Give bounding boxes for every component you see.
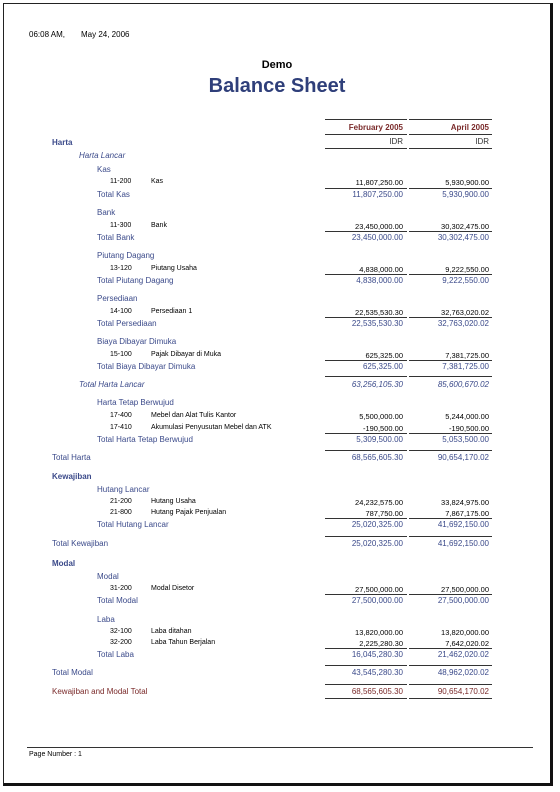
account-code: 14-100 <box>110 308 132 315</box>
subgroup-label: Biaya Dibayar Dimuka <box>97 337 177 346</box>
footer-divider <box>27 747 533 748</box>
total-modal-label: Total Modal <box>52 668 93 677</box>
account-value-2: -190,500.00 <box>448 424 489 433</box>
subgroup-label: Harta Tetap Berwujud <box>97 398 174 407</box>
subtotal-label: Total Harta Tetap Berwujud <box>97 435 193 444</box>
total-rule <box>409 518 492 519</box>
total-modal-value-2: 48,962,020.02 <box>437 668 489 677</box>
total-rule <box>409 188 492 189</box>
subgroup-label: Piutang Dagang <box>97 251 155 260</box>
total-kewajiban-label: Total Kewajiban <box>52 539 109 548</box>
total-rule <box>325 518 407 519</box>
account-code: 11-200 <box>110 178 132 185</box>
total-rule <box>325 450 407 451</box>
account-code: 17-400 <box>110 412 132 419</box>
group-harta-lancar: Harta Lancar <box>79 151 126 160</box>
column-rule <box>409 134 492 135</box>
account-name: Piutang Usaha <box>151 265 197 272</box>
account-name: Persediaan 1 <box>151 308 193 315</box>
total-rule <box>409 231 492 232</box>
total-rule <box>325 433 407 434</box>
account-value-2: 5,930,900.00 <box>445 178 489 187</box>
subtotal-value-1: 22,535,530.30 <box>351 319 403 328</box>
account-name: Pajak Dibayar di Muka <box>151 351 222 358</box>
account-code: 11-300 <box>110 222 132 229</box>
report-title: Balance Sheet <box>208 75 346 97</box>
column-currency-2: IDR <box>475 137 489 146</box>
account-value-2: 33,824,975.00 <box>441 498 489 507</box>
grand-total-label: Kewajiban and Modal Total <box>52 687 148 696</box>
subtotal-value-2: 21,462,020.02 <box>437 650 489 659</box>
subtotal-value-1: 25,020,325.00 <box>351 520 403 529</box>
account-value-1: 27,500,000.00 <box>355 585 403 594</box>
subtotal-value-2: 5,053,500.00 <box>442 435 489 444</box>
column-rule <box>325 134 407 135</box>
account-code: 32-200 <box>110 639 132 646</box>
account-value-1: -190,500.00 <box>362 424 403 433</box>
subtotal-value-1: 625,325.00 <box>362 362 403 371</box>
total-rule <box>325 698 407 699</box>
subtotal-value-1: 16,045,280.30 <box>351 650 403 659</box>
account-name: Modal Disetor <box>151 585 195 592</box>
account-name: Bank <box>151 222 167 229</box>
subgroup-label: Kas <box>97 165 111 174</box>
account-name: Akumulasi Penyusutan Mebel dan ATK <box>151 424 272 431</box>
account-name: Hutang Usaha <box>151 498 196 505</box>
total-rule <box>325 376 407 377</box>
total-rule <box>325 665 407 666</box>
total-rule <box>409 450 492 451</box>
subtotal-label: Total Hutang Lancar <box>97 520 169 529</box>
column-header-period-2: April 2005 <box>450 123 489 132</box>
account-code: 17-410 <box>110 424 132 431</box>
subgroup-label: Modal <box>97 572 119 581</box>
subtotal-label: Total Kas <box>97 190 130 199</box>
total-rule <box>409 594 492 595</box>
total-rule <box>325 360 407 361</box>
total-rule <box>325 536 407 537</box>
subtotal-value-1: 5,309,500.00 <box>356 435 403 444</box>
column-rule <box>325 119 407 120</box>
account-value-1: 24,232,575.00 <box>355 498 403 507</box>
account-code: 32-100 <box>110 628 132 635</box>
section-kewajiban: Kewajiban <box>52 472 92 481</box>
total-rule <box>325 684 407 685</box>
account-code: 21-800 <box>110 509 132 516</box>
subtotal-label: Total Bank <box>97 233 135 242</box>
total-rule <box>325 188 407 189</box>
account-value-1: 4,838,000.00 <box>359 265 403 274</box>
account-name: Kas <box>151 178 164 185</box>
subgroup-label: Persediaan <box>97 294 138 303</box>
subtotal-label: Total Piutang Dagang <box>97 276 174 285</box>
account-value-1: 2,225,280.30 <box>359 639 403 648</box>
total-rule <box>409 665 492 666</box>
account-value-2: 13,820,000.00 <box>441 628 489 637</box>
account-code: 15-100 <box>110 351 132 358</box>
total-rule <box>409 698 492 699</box>
account-value-1: 625,325.00 <box>365 351 403 360</box>
account-value-1: 787,750.00 <box>365 509 403 518</box>
total-harta-value-1: 68,565,605.30 <box>351 453 403 462</box>
total-rule <box>325 594 407 595</box>
total-harta-lancar-label: Total Harta Lancar <box>79 380 145 389</box>
account-value-2: 7,381,725.00 <box>445 351 489 360</box>
account-value-1: 5,500,000.00 <box>359 412 403 421</box>
subtotal-value-2: 7,381,725.00 <box>442 362 489 371</box>
page-number: Page Number : 1 <box>29 751 82 758</box>
subtotal-value-1: 4,838,000.00 <box>356 276 403 285</box>
total-rule <box>325 317 407 318</box>
total-harta-value-2: 90,654,170.02 <box>437 453 489 462</box>
column-currency-1: IDR <box>389 137 403 146</box>
subtotal-value-1: 27,500,000.00 <box>351 596 403 605</box>
subtotal-value-2: 41,692,150.00 <box>437 520 489 529</box>
total-kewajiban-value-1: 25,020,325.00 <box>351 539 403 548</box>
subtotal-value-2: 5,930,900.00 <box>442 190 489 199</box>
report-date: May 24, 2006 <box>81 30 130 39</box>
account-name: Laba Tahun Berjalan <box>151 639 216 646</box>
account-code: 13-120 <box>110 265 132 272</box>
account-name: Mebel dan Alat Tulis Kantor <box>151 412 237 419</box>
account-name: Laba ditahan <box>151 628 192 635</box>
subtotal-value-2: 32,763,020.02 <box>437 319 489 328</box>
total-rule <box>409 536 492 537</box>
subtotal-label: Total Persediaan <box>97 319 157 328</box>
total-harta-lancar-value-1: 63,256,105.30 <box>351 380 403 389</box>
total-rule <box>409 433 492 434</box>
account-value-2: 32,763,020.02 <box>441 308 489 317</box>
subtotal-label: Total Biaya Dibayar Dimuka <box>97 362 196 371</box>
grand-total-value-1: 68,565,605.30 <box>351 687 403 696</box>
total-rule <box>409 648 492 649</box>
subtotal-value-2: 27,500,000.00 <box>437 596 489 605</box>
report-time: 06:08 AM, <box>29 30 66 39</box>
total-rule <box>409 376 492 377</box>
account-value-2: 7,867,175.00 <box>445 509 489 518</box>
section-harta: Harta <box>52 138 73 147</box>
section-modal: Modal <box>52 559 76 568</box>
account-value-1: 11,807,250.00 <box>355 178 403 187</box>
account-value-2: 27,500,000.00 <box>441 585 489 594</box>
subgroup-label: Laba <box>97 615 115 624</box>
column-header-period-1: February 2005 <box>348 123 403 132</box>
total-rule <box>325 648 407 649</box>
total-rule <box>325 231 407 232</box>
account-value-1: 22,535,530.30 <box>355 308 403 317</box>
account-value-1: 13,820,000.00 <box>355 628 403 637</box>
total-harta-lancar-value-2: 85,600,670.02 <box>437 380 489 389</box>
subtotal-value-1: 11,807,250.00 <box>352 190 403 199</box>
total-kewajiban-value-2: 41,692,150.00 <box>437 539 489 548</box>
total-rule <box>409 317 492 318</box>
account-value-2: 7,642,020.02 <box>445 639 489 648</box>
subtotal-value-2: 9,222,550.00 <box>442 276 489 285</box>
column-rule <box>409 148 492 149</box>
account-code: 31-200 <box>110 585 132 592</box>
total-modal-value-1: 43,545,280.30 <box>351 668 403 677</box>
report-page <box>3 3 553 786</box>
account-code: 21-200 <box>110 498 132 505</box>
grand-total-value-2: 90,654,170.02 <box>437 687 489 696</box>
subtotal-value-1: 23,450,000.00 <box>351 233 403 242</box>
column-rule <box>325 148 407 149</box>
account-value-2: 30,302,475.00 <box>441 222 489 231</box>
company-name: Demo <box>261 59 293 71</box>
total-rule <box>325 274 407 275</box>
total-harta-label: Total Harta <box>52 453 91 462</box>
account-value-2: 9,222,550.00 <box>445 265 489 274</box>
subgroup-label: Hutang Lancar <box>97 485 150 494</box>
subtotal-label: Total Modal <box>97 596 138 605</box>
total-rule <box>409 684 492 685</box>
subtotal-value-2: 30,302,475.00 <box>437 233 489 242</box>
column-rule <box>409 119 492 120</box>
account-name: Hutang Pajak Penjualan <box>151 509 227 516</box>
total-rule <box>409 360 492 361</box>
account-value-1: 23,450,000.00 <box>355 222 403 231</box>
total-rule <box>409 274 492 275</box>
subgroup-label: Bank <box>97 208 116 217</box>
account-value-2: 5,244,000.00 <box>445 412 489 421</box>
subtotal-label: Total Laba <box>97 650 134 659</box>
